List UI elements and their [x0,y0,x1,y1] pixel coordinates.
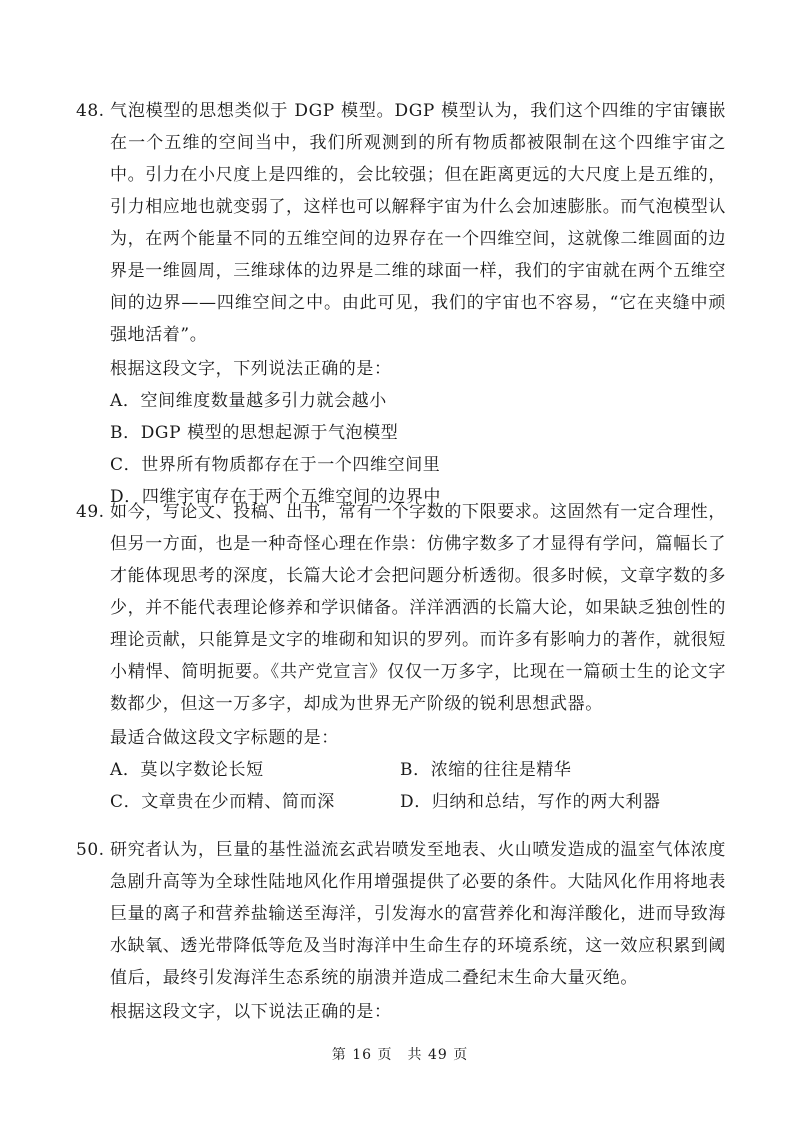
option-a: A．空间维度数量越多引力就会越小 [110,391,387,411]
option-a: A．莫以字数论长短 [110,760,264,780]
option-d: D．归纳和总结，写作的两大利器 [400,792,661,812]
question-49 [76,496,726,818]
options-list [110,385,726,513]
question-prompt: 最适合做这段文字标题的是： [110,728,339,748]
question-prompt: 根据这段文字，以下说法正确的是： [110,1002,392,1022]
question-number: 48. [76,101,105,121]
option-c: C．文章贵在少而精、简而深 [110,792,335,812]
question-passage: 如今，写论文、投稿、出书，常有一个字数的下限要求。这固然有一定合理性，但另一方面，也是一种奇怪心理在作祟：仿佛字数多了才显得有学问，篇幅长了才能体现思考的深度，长篇大论才会把问题分析透彻。很多时候，文章字数的多少，并不能代表理论修养和学识储备。洋洋洒洒的长篇大论，如果缺乏独创性的理论贡献，只能算是文字的堆砌和知识的罗列。而许多有影响力的著作，就很短小精悍、简明扼要。《共产党宣言》仅仅一万多字，比现在一篇硕士生的论文字数都少，但这一万多字，却成为世界无产阶级的锐利思想武器。 [110,502,726,714]
options-grid [110,754,726,818]
question-50 [76,834,726,1028]
page-footer: 第 16 页 共 49 页 [331,1047,469,1063]
question-prompt: 根据这段文字，下列说法正确的是： [110,359,392,379]
question-passage: 气泡模型的思想类似于 DGP 模型。DGP 模型认为，我们这个四维的宇宙镶嵌在一个五维的空间当中，我们所观测到的所有物质都被限制在这个四维宇宙之中。引力在小尺度上是四维的，会比较强；但在距离更远的大尺度上是五维的，引力相应地也就变弱了，这样也可以解释宇宙为什么会加速膨胀。而气泡模型认为，在两个能量不同的五维空间的边界存在一个四维空间，这就像二维圆面的边界是一维圆周，三维球体的边界是二维的球面一样，我们的宇宙就在两个五维空间的边界——四维空间之中。由此可见，我们的宇宙也不容易，“它在夹缝中顽强地活着”。 [110,101,726,345]
question-number: 50. [76,840,105,860]
question-number: 49. [76,502,105,522]
question-48 [76,95,726,513]
option-c: C．世界所有物质都存在于一个四维空间里 [110,455,441,475]
option-b: B．浓缩的往往是精华 [400,760,572,780]
option-d: D．四维宇宙存在于两个五维空间的边界中 [110,487,442,507]
option-b: B．DGP 模型的思想起源于气泡模型 [110,423,399,443]
question-passage: 研究者认为，巨量的基性溢流玄武岩喷发至地表、火山喷发造成的温室气体浓度急剧升高等为全球性陆地风化作用增强提供了必要的条件。大陆风化作用将地表巨量的离子和营养盐输送至海洋，引发海水的富营养化和海洋酸化，进而导致海水缺氧、透光带降低等危及当时海洋中生命生存的环境系统，这一效应积累到阈值后，最终引发海洋生态系统的崩溃并造成二叠纪末生命大量灭绝。 [110,840,726,988]
